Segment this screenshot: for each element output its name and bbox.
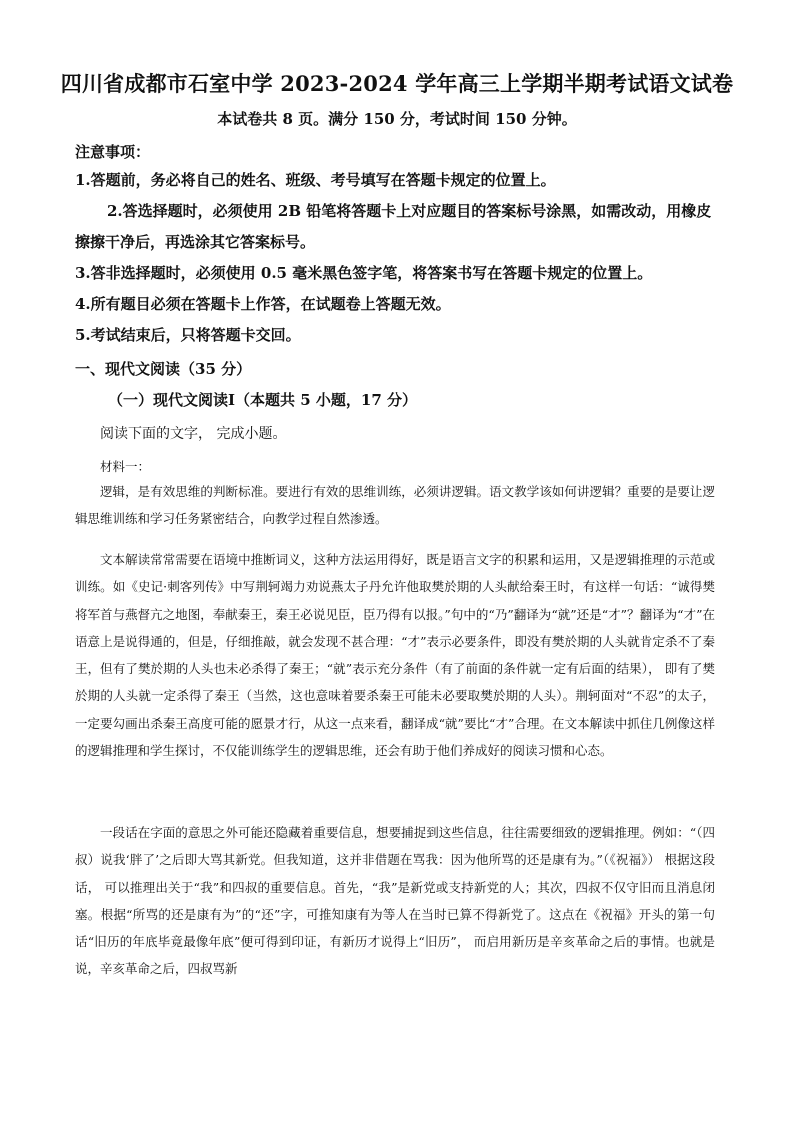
reading-instruction: 阅读下面的文字， 完成小题。 xyxy=(100,426,287,442)
passage-paragraph: 文本解读常常需要在语境中推断词义，这种方法运用得好，既是语言文字的积累和运用，又是逻辑推理的示范或训练。如《史记·刺客列传》中写荆轲竭力劝说燕太子丹允许他取樊於期的人头献给秦王时，有这样一句话：“诚得樊将军首与燕督亢之地图，奉献秦王，秦王必说见臣，臣乃得有以报。”句中的“乃”翻译为“就”还是“才”？翻译为“才”在语意上是说得通的，但是，仔细推敲，就会发现不甚合理：“才”表示必要条件，即没有樊於期的人头就肯定杀不了秦王，但有了樊於期的人头也未必杀得了秦王；“就”表示充分条件（有了前面的条件就一定有后面的结果）， 即有了樊於期的人头就一定杀得了秦王（当然，这也意味着要杀秦王可能未必要取樊於期的人头）。荆轲面对“不忍”的太子，一定要勾画出杀秦王高度可能的愿景才行，从这一点来看，翻译成“就”要比“才”合理。在文本解读中抓住几例像这样的逻辑推理和学生探讨，不仅能训练学生的逻辑思维，还会有助于他们养成好的阅读习惯和心态。 xyxy=(75,552,715,759)
passage-paragraph: 逻辑，是有效思维的判断标准。要进行有效的思维训练，必须讲逻辑。语文教学该如何讲逻辑？重要的是要让逻辑思维训练和学习任务紧密结合，向教学过程自然渗透。 xyxy=(75,484,715,527)
exam-title: 四川省成都市石室中学 2023-2024 学年高三上学期半期考试语文试卷 xyxy=(60,71,734,96)
notice-heading: 注意事项： xyxy=(75,143,151,161)
notice-item: 5.考试结束后，只将答题卡交回。 xyxy=(75,326,301,344)
notice-item: 1.答题前，务必将自己的姓名、班级、考号填写在答题卡规定的位置上。 xyxy=(75,171,556,189)
notice-item: 4.所有题目必须在答题卡上作答，在试题卷上答题无效。 xyxy=(75,295,451,313)
passage-paragraph: 一段话在字面的意思之外可能还隐藏着重要信息，想要捕捉到这些信息，往往需要细致的逻辑推理。例如：“（四叔）说我‘胖了’之后即大骂其新党。但我知道，这并非借题在骂我：因为他所骂的还是康有为。”（《祝福》） 根据这段话， 可以推理出关于“我”和四叔的重要信息。首先，“我”是新党或支持新党的人；其次，四叔不仅守旧而且消息闭塞。根据“所骂的还是康有为”的“还”字，可推知康有为等人在当时已算不得新党了。这点在《祝福》开头的第一句话“旧历的年底毕竟最像年底”便可得到印证，有新历才说得上“旧历”， 而启用新历是辛亥革命之后的事情。也就是说，辛亥革命之后，四叔骂新 xyxy=(75,825,715,977)
notice-item: 3.答非选择题时，必须使用 0.5 毫米黑色签字笔，将答案书写在答题卡规定的位置上。 xyxy=(75,264,653,282)
exam-subtitle: 本试卷共 8 页。满分 150 分，考试时间 150 分钟。 xyxy=(217,110,577,128)
notice-item: 2.答选择题时，必须使用 2B 铅笔将答题卡上对应题目的答案标号涂黑，如需改动，用橡皮擦擦干净后，再选涂其它答案标号。 xyxy=(75,202,712,251)
section-heading: 一、现代文阅读（35 分） xyxy=(75,360,252,378)
material-label: 材料一： xyxy=(100,459,151,474)
subsection-heading: （一）现代文阅读Ⅰ（本题共 5 小题，17 分） xyxy=(108,391,417,409)
